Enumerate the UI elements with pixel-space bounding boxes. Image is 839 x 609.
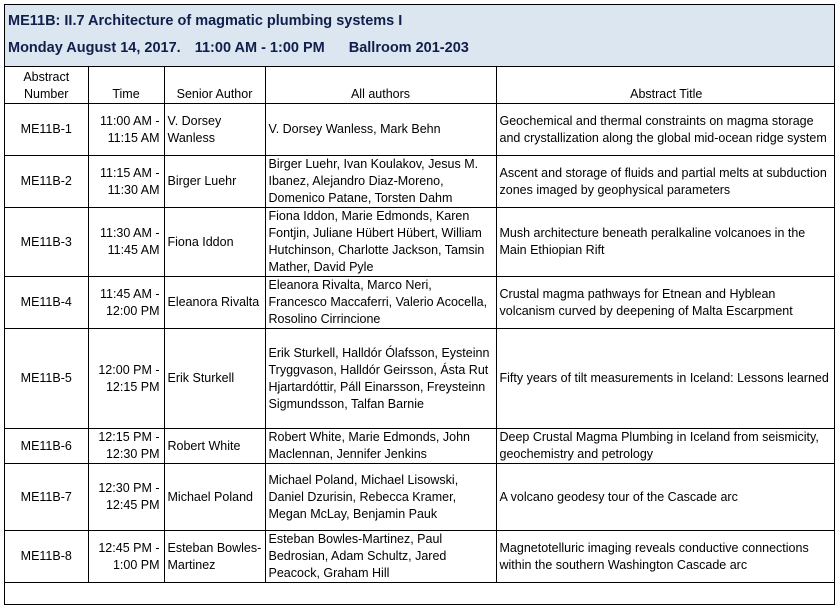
column-header-abstract-title: Abstract Title	[496, 67, 835, 104]
senior-author: Michael Poland	[164, 464, 265, 531]
table-row	[5, 464, 835, 531]
abstract-title: Fifty years of tilt measurements in Iceland: Lessons learned	[496, 329, 835, 429]
session-header	[5, 5, 834, 67]
session-room: Ballroom 201-203	[348, 40, 469, 56]
column-header-senior-author: Senior Author	[164, 67, 265, 104]
column-header-time: Time	[88, 67, 164, 104]
abstract-time: 11:45 AM - 12:00 PM	[88, 277, 164, 329]
all-authors: Birger Luehr, Ivan Koulakov, Jesus M. Ibanez, Alejandro Diaz-Moreno, Domenico Patane, Torsten Dahm	[265, 156, 496, 208]
all-authors: Eleanora Rivalta, Marco Neri, Francesco Maccaferri, Valerio Acocella, Rosolino Cirrincione	[265, 277, 496, 329]
abstract-title: A volcano geodesy tour of the Cascade arc	[496, 464, 835, 531]
all-authors: Robert White, Marie Edmonds, John Maclennan, Jennifer Jenkins	[265, 429, 496, 464]
abstract-number: ME11B-4	[5, 277, 88, 329]
session-schedule	[8, 35, 834, 62]
senior-author: Eleanora Rivalta	[164, 277, 265, 329]
table-row	[5, 208, 835, 277]
table-row	[5, 531, 835, 583]
all-authors: V. Dorsey Wanless, Mark Behn	[265, 104, 496, 156]
session-title: ME11B: II.7 Architecture of magmatic plumbing systems I	[8, 13, 403, 29]
all-authors: Esteban Bowles-Martinez, Paul Bedrosian, Adam Schultz, Jared Peacock, Graham Hill	[265, 531, 496, 583]
session-time: 11:00 AM - 1:00 PM	[194, 40, 325, 56]
all-authors: Michael Poland, Michael Lisowski, Daniel Dzurisin, Rebecca Kramer, Megan McLay, Benjamin Pauk	[265, 464, 496, 531]
table-header-row	[5, 67, 835, 104]
senior-author: Esteban Bowles-Martinez	[164, 531, 265, 583]
abstract-number: ME11B-2	[5, 156, 88, 208]
abstract-time: 12:15 PM - 12:30 PM	[88, 429, 164, 464]
session-sheet	[4, 4, 835, 605]
table-row	[5, 156, 835, 208]
abstract-title: Deep Crustal Magma Plumbing in Iceland from seismicity, geochemistry and petrology	[496, 429, 835, 464]
abstract-time: 12:00 PM - 12:15 PM	[88, 329, 164, 429]
abstract-number: ME11B-7	[5, 464, 88, 531]
abstract-number: ME11B-1	[5, 104, 88, 156]
abstract-title: Geochemical and thermal constraints on magma storage and crystallization along the global mid-ocean ridge system	[496, 104, 835, 156]
senior-author: Erik Sturkell	[164, 329, 265, 429]
abstract-time: 12:30 PM - 12:45 PM	[88, 464, 164, 531]
table-row	[5, 329, 835, 429]
abstract-title: Crustal magma pathways for Etnean and Hyblean volcanism curved by deepening of Malta Escarpment	[496, 277, 835, 329]
senior-author: Robert White	[164, 429, 265, 464]
table-row	[5, 277, 835, 329]
abstract-time: 12:45 PM - 1:00 PM	[88, 531, 164, 583]
abstract-number: ME11B-6	[5, 429, 88, 464]
column-header-number: Abstract Number	[5, 67, 88, 104]
abstract-time: 11:30 AM - 11:45 AM	[88, 208, 164, 277]
senior-author: Fiona Iddon	[164, 208, 265, 277]
senior-author: Birger Luehr	[164, 156, 265, 208]
all-authors: Erik Sturkell, Halldór Ólafsson, Eysteinn Tryggvason, Halldór Geirsson, Ásta Rut Hjartardóttir, Páll Einarsson, Freysteinn Sigmundsson, Talfan Barnie	[265, 329, 496, 429]
abstract-number: ME11B-5	[5, 329, 88, 429]
abstracts-table	[5, 67, 835, 583]
abstract-title: Ascent and storage of fluids and partial melts at subduction zones imaged by geophysical parameters	[496, 156, 835, 208]
abstract-title: Mush architecture beneath peralkaline volcanoes in the Main Ethiopian Rift	[496, 208, 835, 277]
session-date: Monday August 14, 2017.	[8, 40, 181, 56]
abstract-time: 11:00 AM - 11:15 AM	[88, 104, 164, 156]
table-row	[5, 104, 835, 156]
abstract-time: 11:15 AM - 11:30 AM	[88, 156, 164, 208]
abstract-number: ME11B-3	[5, 208, 88, 277]
senior-author: V. Dorsey Wanless	[164, 104, 265, 156]
table-row	[5, 429, 835, 464]
column-header-all-authors: All authors	[265, 67, 496, 104]
all-authors: Fiona Iddon, Marie Edmonds, Karen Fontjin, Juliane Hübert Hübert, William Hutchinson, Charlotte Jackson, Tamsin Mather, David Pyle	[265, 208, 496, 277]
abstract-title: Magnetotelluric imaging reveals conductive connections within the southern Washington Cascade arc	[496, 531, 835, 583]
abstract-number: ME11B-8	[5, 531, 88, 583]
